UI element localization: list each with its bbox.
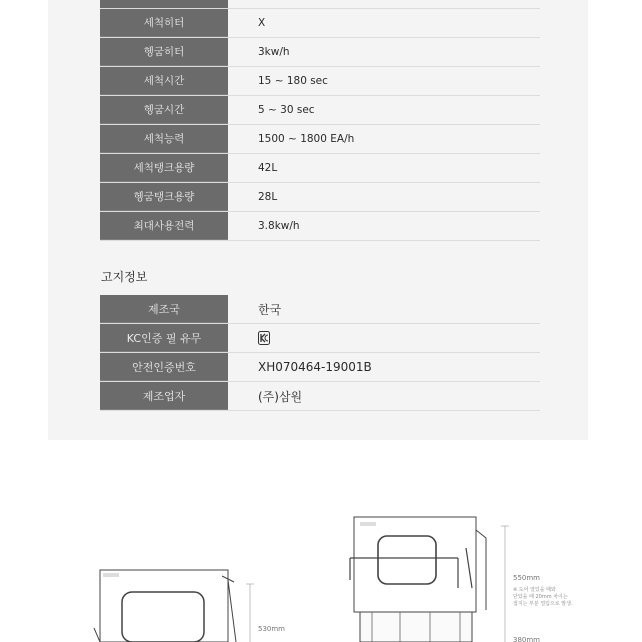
spec-value: 1500 ~ 1800 EA/h [258,133,355,145]
spec-row-cut [100,0,540,9]
notice-value: XH070464-19001B [258,360,372,374]
spec-row [100,183,540,212]
notice-row [100,295,540,324]
notice-row [100,324,540,353]
notice-table [100,295,540,411]
spec-row [100,38,540,67]
notice-value: (주)삼원 [258,389,303,404]
brand-logo-icon [103,573,119,577]
spec-label: 세척능력 [100,125,228,153]
spec-row [100,9,540,38]
brand-logo-icon [360,522,376,526]
notice-row [100,382,540,411]
spec-value: 42L [258,162,278,174]
spec-label: 세척히터 [100,9,228,37]
dimension-note-line: 닫았을 때 20mm 차이는 [513,594,568,600]
notice-row [100,353,540,382]
dishwasher-open-illustration [350,517,486,642]
spec-table [100,0,540,241]
spec-value: 3.8kw/h [258,220,300,232]
spec-value: 5 ~ 30 sec [258,104,315,116]
notice-label: 안전인증번호 [100,353,228,381]
spec-label: 헹굼히터 [100,38,228,66]
kc-certification-icon [258,331,270,345]
dishwasher-closed-illustration [94,570,236,642]
notice-value [228,324,540,352]
spec-value: X [258,17,266,29]
spec-row [100,154,540,183]
notice-section-title: 고지정보 [101,270,148,284]
spec-label: 세척시간 [100,67,228,95]
spec-value: 15 ~ 180 sec [258,75,328,87]
spec-label: 최대사용전력 [100,212,228,240]
spec-row [100,67,540,96]
dimension-note-line: 접지는 부분 열림으로 발생. [513,601,573,607]
spec-value: 28L [258,191,278,203]
notice-label: KC인증 필 유무 [100,324,228,352]
height-dimension-large: 550mm [513,574,540,582]
notice-value: 한국 [258,302,282,317]
spec-label: 헹굼시간 [100,96,228,124]
spec-row [100,212,540,241]
height-dimension-small: 530mm [258,625,285,633]
spec-value: 3kw/h [258,46,290,58]
notice-label: 제조국 [100,295,228,323]
dishwasher-dimension-drawing [0,470,642,642]
spec-label: 헹굼탱크용량 [100,183,228,211]
spec-row [100,96,540,125]
bottom-dimension: 380mm [513,636,540,642]
spec-row [100,125,540,154]
dimension-note-line: ※ 도어 열었을 때와 [513,587,556,593]
notice-label: 제조업자 [100,382,228,410]
spec-label: 세척탱크용량 [100,154,228,182]
